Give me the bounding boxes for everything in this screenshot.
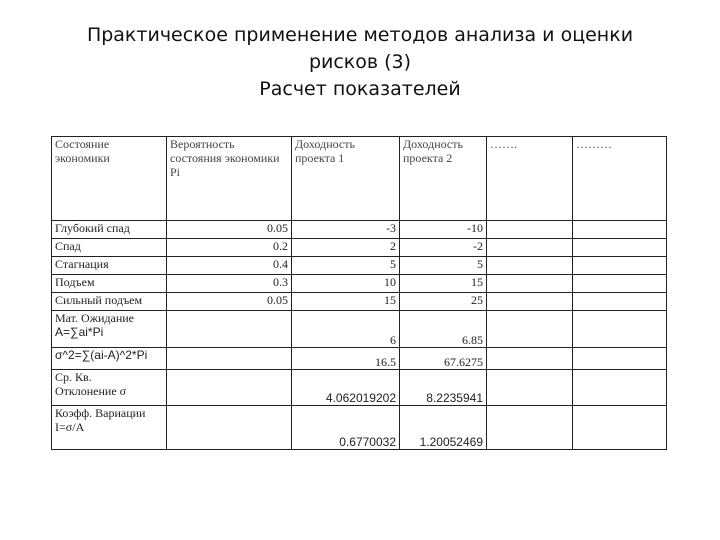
title-line-1: Практическое применение методов анализа и оценки xyxy=(86,24,634,46)
cv-label-line1: Коэфф. Вариации xyxy=(55,406,146,420)
header-probability-line3: Pi xyxy=(170,165,181,179)
header-extra-2: ……… xyxy=(573,137,667,221)
row-empty-cell xyxy=(487,221,573,239)
variance-yield-1: 16.5 xyxy=(292,348,400,370)
expected-label xyxy=(52,311,167,348)
row-label: Подъем xyxy=(52,275,167,293)
slide-title xyxy=(0,22,720,103)
row-empty-cell xyxy=(487,370,573,406)
row-empty-cell xyxy=(573,257,667,275)
stddev-yield-2: 8.2235941 xyxy=(400,370,487,406)
row-empty-cell xyxy=(573,239,667,257)
row-label: Сильный подъем xyxy=(52,293,167,311)
row-label: Стагнация xyxy=(52,257,167,275)
header-row xyxy=(52,137,667,221)
header-yield-1-line1: Доходность xyxy=(295,137,355,151)
header-probability xyxy=(167,137,292,221)
row-empty-cell xyxy=(487,239,573,257)
row-empty-cell xyxy=(573,275,667,293)
table-row xyxy=(52,257,667,275)
row-empty-cell xyxy=(487,406,573,450)
row-yield-1: 10 xyxy=(292,275,400,293)
title-line-2: рисков (3) xyxy=(308,51,412,73)
table-row xyxy=(52,239,667,257)
variance-row xyxy=(52,348,667,370)
row-empty-cell xyxy=(487,257,573,275)
row-empty-cell xyxy=(487,311,573,348)
row-yield-2: 15 xyxy=(400,275,487,293)
row-yield-1: 5 xyxy=(292,257,400,275)
header-yield-2-line1: Доходность xyxy=(403,137,463,151)
header-yield-1 xyxy=(292,137,400,221)
stddev-yield-1: 4.062019202 xyxy=(292,370,400,406)
variance-formula: σ^2=∑(ai-A)^2*Pi xyxy=(52,348,167,370)
cv-yield-1: 0.6770032 xyxy=(292,406,400,450)
header-yield-1-line2: проекта 1 xyxy=(295,151,345,165)
cv-label xyxy=(52,406,167,450)
row-yield-1: 2 xyxy=(292,239,400,257)
row-empty-cell xyxy=(573,370,667,406)
row-label: Спад xyxy=(52,239,167,257)
row-empty-cell xyxy=(487,293,573,311)
row-empty-cell xyxy=(573,311,667,348)
row-empty-cell xyxy=(167,406,292,450)
header-state-line1: Состояние xyxy=(55,137,110,151)
expected-formula: A=∑ai*Pi xyxy=(55,325,104,339)
row-probability: 0.05 xyxy=(167,293,292,311)
table-row xyxy=(52,275,667,293)
cv-row xyxy=(52,406,667,450)
row-empty-cell xyxy=(167,348,292,370)
row-probability: 0.05 xyxy=(167,221,292,239)
row-yield-2: 25 xyxy=(400,293,487,311)
table-row xyxy=(52,221,667,239)
row-probability: 0.2 xyxy=(167,239,292,257)
row-yield-1: -3 xyxy=(292,221,400,239)
expected-yield-1: 6 xyxy=(292,311,400,348)
header-state-line2: экономики xyxy=(55,151,110,165)
row-probability: 0.3 xyxy=(167,275,292,293)
row-yield-2: 5 xyxy=(400,257,487,275)
header-state xyxy=(52,137,167,221)
stddev-row xyxy=(52,370,667,406)
cv-formula: I=σ/A xyxy=(55,420,85,434)
variance-yield-2: 67.6275 xyxy=(400,348,487,370)
header-yield-2 xyxy=(400,137,487,221)
expected-yield-2: 6.85 xyxy=(400,311,487,348)
row-empty-cell xyxy=(167,311,292,348)
expected-value-row xyxy=(52,311,667,348)
header-probability-line1: Вероятность xyxy=(170,137,235,151)
row-empty-cell xyxy=(573,348,667,370)
row-empty-cell xyxy=(573,293,667,311)
header-extra-1: ……. xyxy=(487,137,573,221)
cv-yield-2: 1.20052469 xyxy=(400,406,487,450)
table-row xyxy=(52,293,667,311)
row-empty-cell xyxy=(573,221,667,239)
row-empty-cell xyxy=(167,370,292,406)
row-empty-cell xyxy=(487,275,573,293)
row-empty-cell xyxy=(487,348,573,370)
stddev-label xyxy=(52,370,167,406)
header-yield-2-line2: проекта 2 xyxy=(403,151,453,165)
title-line-3: Расчет показателей xyxy=(259,78,461,100)
row-label: Глубокий спад xyxy=(52,221,167,239)
stddev-label-line2: Отклонение σ xyxy=(55,384,127,398)
header-probability-line2: состояния экономики xyxy=(170,151,280,165)
risk-table xyxy=(51,136,667,450)
row-empty-cell xyxy=(573,406,667,450)
row-yield-2: -2 xyxy=(400,239,487,257)
stddev-label-line1: Ср. Кв. xyxy=(55,370,92,384)
expected-label-line1: Мат. Ожидание xyxy=(55,311,135,325)
row-yield-1: 15 xyxy=(292,293,400,311)
row-yield-2: -10 xyxy=(400,221,487,239)
row-probability: 0.4 xyxy=(167,257,292,275)
